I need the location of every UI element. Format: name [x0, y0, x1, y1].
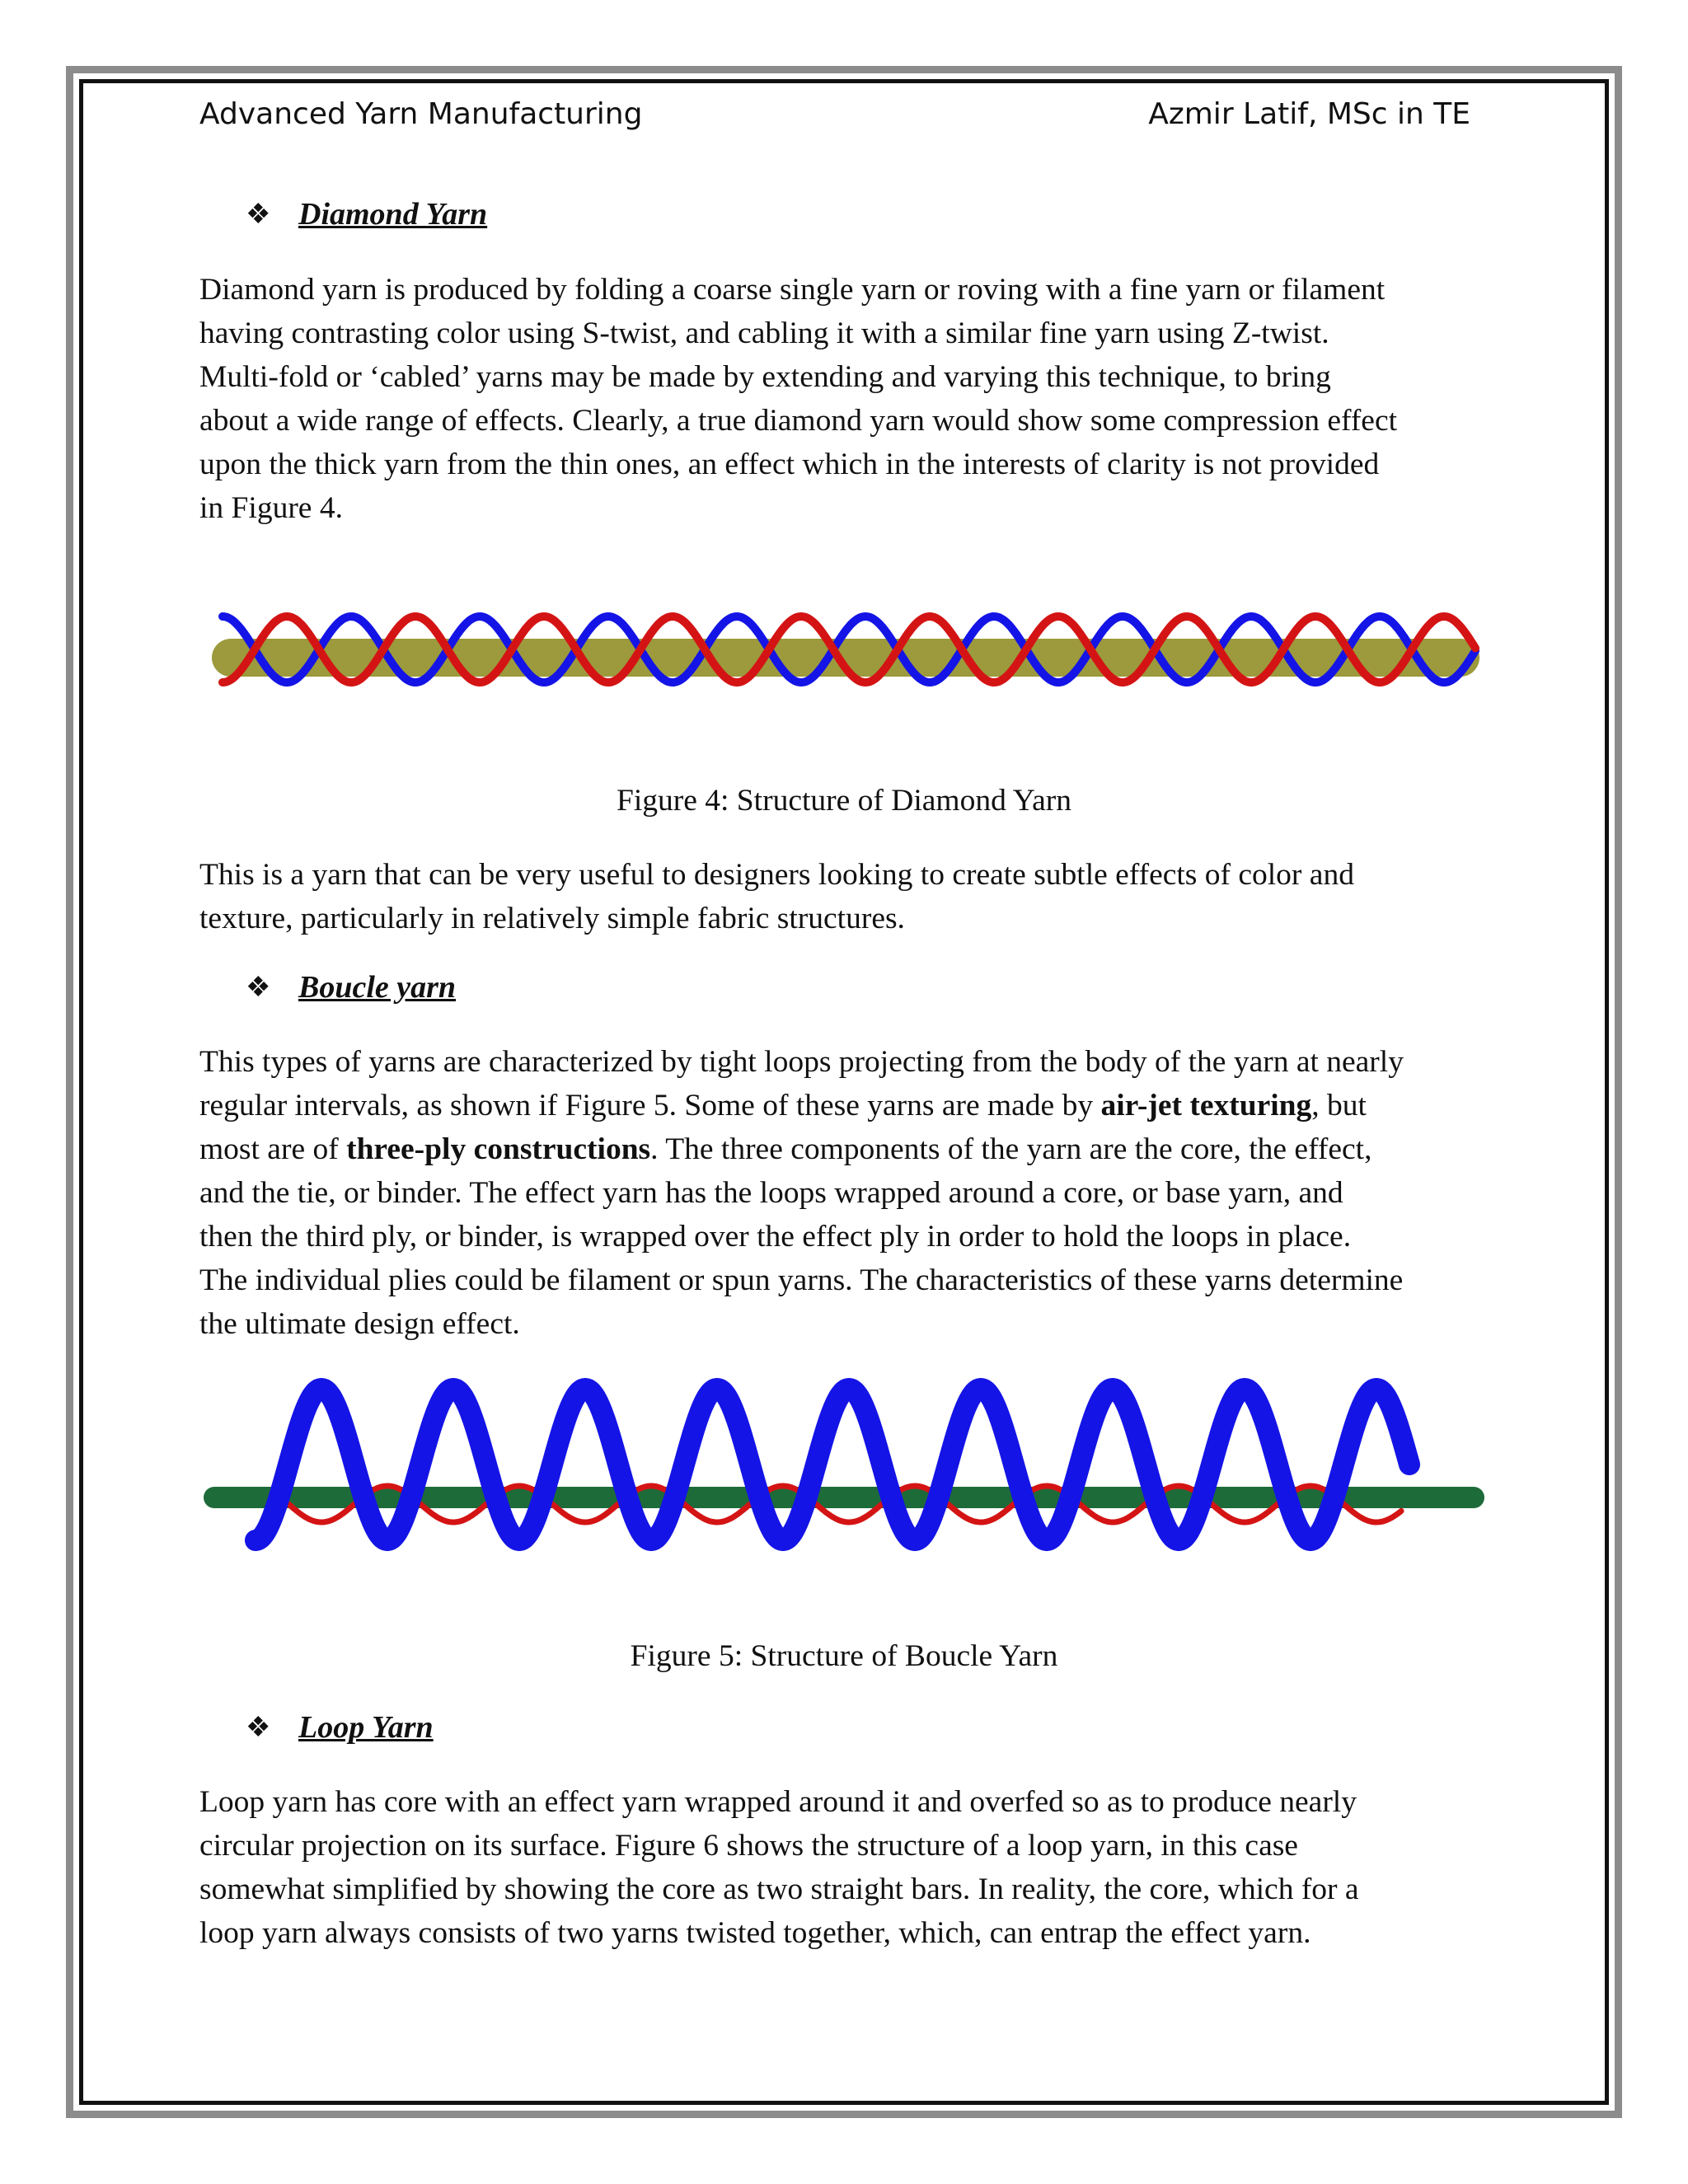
diamond-paragraph: [199, 268, 1502, 530]
text-line: circular projection on its surface. Figure 6 shows the structure of a loop yarn, in this case: [199, 1829, 1298, 1863]
figure-5-caption: Figure 5: Structure of Boucle Yarn: [630, 1639, 1058, 1673]
boucle-yarn-figure: [190, 1372, 1508, 1586]
text-line: This types of yarns are characterized by tight loops projecting from the body of the yarn at nearly: [199, 1045, 1404, 1079]
text-span: most are of: [199, 1132, 347, 1166]
page-header: [199, 97, 1470, 138]
text-span: , but: [1311, 1089, 1367, 1122]
diamond-followup-paragraph: [199, 853, 1502, 940]
boucle-paragraph: [199, 1040, 1502, 1346]
text-span: regular intervals, as shown if Figure 5. Some of these yarns are made by: [199, 1089, 1101, 1122]
loop-paragraph: [199, 1780, 1502, 1955]
text-line: [199, 1084, 1502, 1127]
loop-bullet-icon: ❖: [246, 1713, 271, 1743]
loop-yarn-heading: Loop Yarn: [298, 1710, 434, 1745]
text-line: the ultimate design effect.: [199, 1307, 520, 1341]
text-line: Loop yarn has core with an effect yarn wrapped around it and overfed so as to produce nearly: [199, 1785, 1357, 1819]
text-line: about a wide range of effects. Clearly, a true diamond yarn would show some compression effect: [199, 404, 1398, 438]
header-title: Advanced Yarn Manufacturing: [199, 97, 643, 131]
diamond-bullet-icon: ❖: [246, 199, 271, 230]
text-line: texture, particularly in relatively simple fabric structures.: [199, 902, 905, 935]
text-line: somewhat simplified by showing the core as two straight bars. In reality, the core, which for a: [199, 1872, 1359, 1906]
diamond-yarn-figure: [190, 593, 1508, 709]
text-line: loop yarn always consists of two yarns twisted together, which, can entrap the effect yarn.: [199, 1916, 1311, 1950]
text-line: Multi-fold or ‘cabled’ yarns may be made by extending and varying this technique, to bring: [199, 360, 1331, 394]
text-span: . The three components of the yarn are the core, the effect,: [650, 1132, 1372, 1166]
text-line: having contrasting color using S-twist, and cabling it with a similar fine yarn using Z-twist.: [199, 316, 1329, 350]
header-author: Azmir Latif, MSc in TE: [1148, 97, 1470, 131]
text-line: Diamond yarn is produced by folding a coarse single yarn or roving with a fine yarn or filament: [199, 273, 1386, 307]
boucle-yarn-heading: Boucle yarn: [298, 970, 457, 1005]
text-line: then the third ply, or binder, is wrapped over the effect ply in order to hold the loops in place.: [199, 1220, 1352, 1254]
text-line: in Figure 4.: [199, 491, 343, 525]
text-line: [199, 1127, 1502, 1171]
text-line: The individual plies could be filament or spun yarns. The characteristics of these yarns determine: [199, 1263, 1404, 1297]
bold-term: air-jet texturing: [1100, 1089, 1312, 1122]
text-line: upon the thick yarn from the thin ones, an effect which in the interests of clarity is not provided: [199, 448, 1380, 481]
bold-term: three-ply constructions: [346, 1132, 651, 1166]
diamond-yarn-heading: Diamond Yarn: [298, 197, 488, 232]
text-line: This is a yarn that can be very useful to designers looking to create subtle effects of color and: [199, 858, 1354, 892]
text-line: and the tie, or binder. The effect yarn has the loops wrapped around a core, or base yarn, and: [199, 1176, 1343, 1210]
figure-4-caption: Figure 4: Structure of Diamond Yarn: [616, 784, 1072, 818]
boucle-bullet-icon: ❖: [246, 972, 271, 1003]
